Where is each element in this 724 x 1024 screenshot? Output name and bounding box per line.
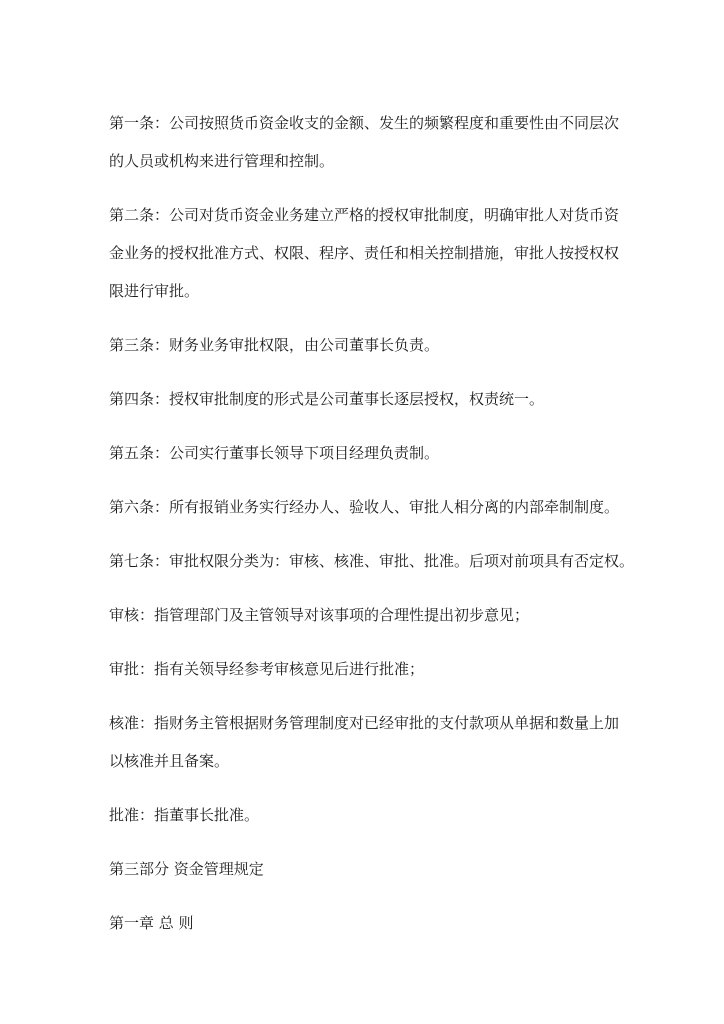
text-line: 第五条：公司实行董事长领导下项目经理负责制。 [109, 444, 440, 462]
text-line: 第一条：公司按照货币资金收支的金额、发生的频繁程度和重要性由不同层次 [109, 114, 620, 132]
text-line: 的人员或机构来进行管理和控制。 [109, 152, 335, 170]
article-6-paragraph [109, 488, 619, 526]
text-line: 审核：指管理部门及主管领导对该事项的合理性提出初步意见； [109, 606, 530, 624]
text-line: 金业务的授权批准方式、权限、程序、责任和相关控制措施，审批人按授权权 [109, 244, 620, 262]
definition-review-paragraph [109, 596, 619, 634]
chapter-heading [109, 904, 619, 942]
definition-examine-approve-paragraph [109, 650, 619, 688]
definition-approve-paragraph [109, 796, 619, 834]
text-line: 审批：指有关领导经参考审核意见后进行批准； [109, 660, 425, 678]
article-1-paragraph [109, 104, 619, 180]
text-line: 第一章 总 则 [109, 914, 194, 932]
text-line: 第三条：财务业务审批权限，由公司董事长负责。 [109, 336, 440, 354]
text-line: 批准：指董事长批准。 [109, 806, 260, 824]
article-4-paragraph [109, 380, 619, 418]
article-2-paragraph [109, 196, 619, 310]
article-5-paragraph [109, 434, 619, 472]
text-line: 第四条：授权审批制度的形式是公司董事长逐层授权，权责统一。 [109, 390, 545, 408]
text-line: 第六条：所有报销业务实行经办人、验收人、审批人相分离的内部牵制制度。 [109, 498, 620, 516]
section-heading [109, 850, 619, 888]
text-line: 第二条：公司对货币资金业务建立严格的授权审批制度，明确审批人对货币资 [109, 206, 620, 224]
article-3-paragraph [109, 326, 619, 364]
text-line: 限进行审批。 [109, 282, 200, 300]
text-line: 核准：指财务主管根据财务管理制度对已经审批的支付款项从单据和数量上加 [109, 714, 620, 732]
definition-verify-paragraph [109, 704, 619, 780]
text-line: 第七条：审批权限分类为：审核、核准、审批、批准。后项对前项具有否定权。 [109, 552, 635, 570]
article-7-paragraph [109, 542, 635, 580]
document-page [109, 104, 635, 942]
text-line: 以核准并且备案。 [109, 752, 230, 770]
text-line: 第三部分 资金管理规定 [109, 860, 264, 878]
